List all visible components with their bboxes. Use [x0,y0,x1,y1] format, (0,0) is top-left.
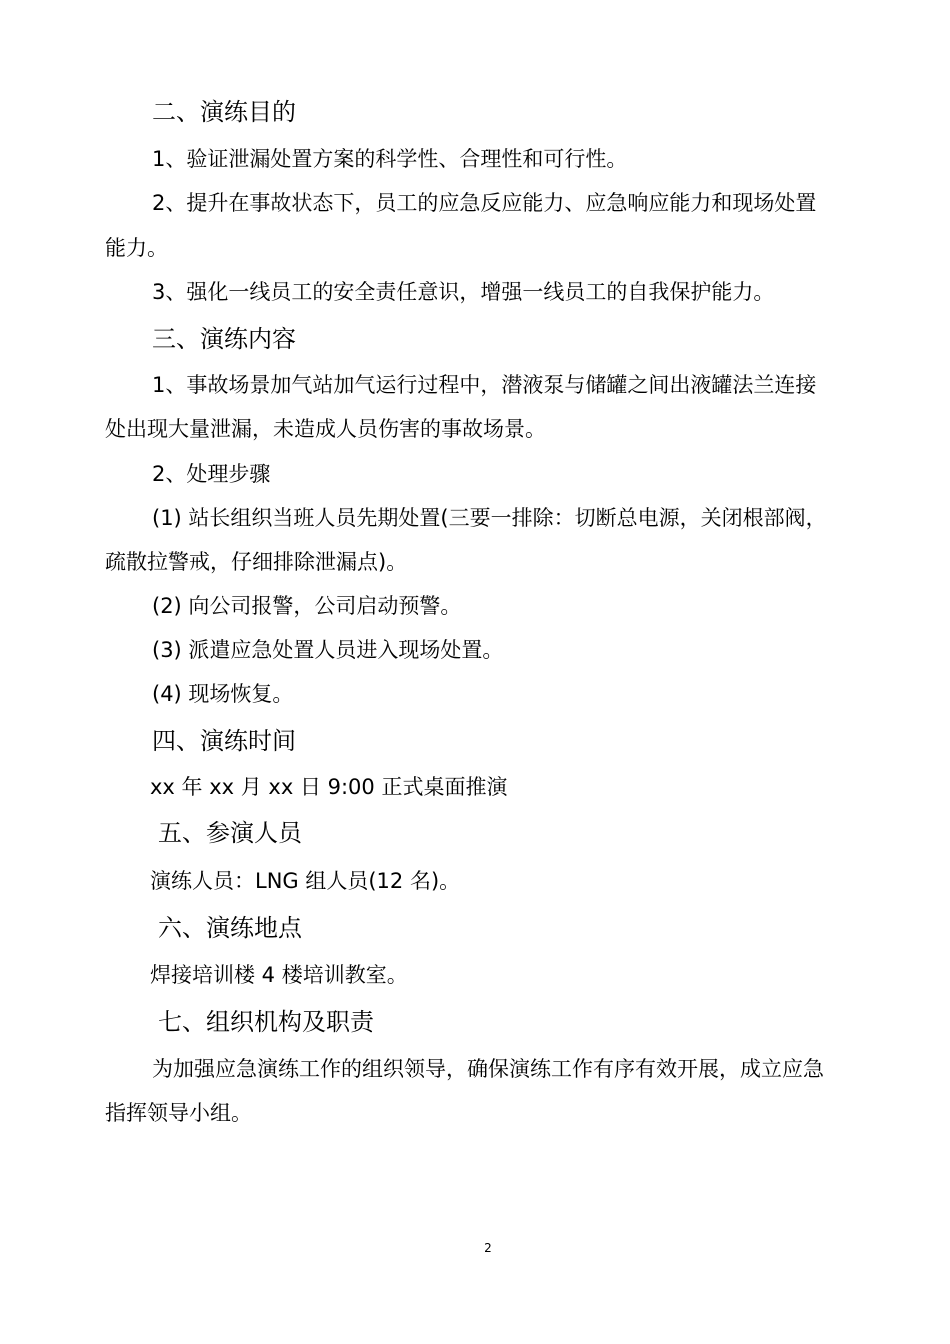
section-heading-content: 三、演练内容 [152,325,296,353]
organization-text-line-1: 为加强应急演练工作的组织领导，确保演练工作有序有效开展，成立应急 [152,1057,824,1081]
purpose-item-3: 3、强化一线员工的安全责任意识，增强一线员工的自我保护能力。 [152,280,775,304]
content-step-1-line-1: (1) 站长组织当班人员先期处置(三要一排除：切断总电源，关闭根部阀， [152,506,827,530]
organization-text-line-2: 指挥领导小组。 [105,1101,252,1125]
content-step-1-line-2: 疏散拉警戒，仔细排除泄漏点)。 [105,550,408,574]
content-step-4: (4) 现场恢复。 [152,682,294,706]
section-heading-organization: 七、组织机构及职责 [158,1008,374,1036]
content-steps-title: 2、处理步骤 [152,462,271,486]
content-scenario-line-1: 1、事故场景加气站加气运行过程中，潜液泵与储罐之间出液罐法兰连接 [152,373,817,397]
section-heading-purpose: 二、演练目的 [152,98,296,126]
content-scenario-line-2: 处出现大量泄漏，未造成人员伤害的事故场景。 [105,417,546,441]
purpose-item-2: 2、提升在事故状态下，员工的应急反应能力、应急响应能力和现场处置 [152,191,817,215]
time-text: xx 年 xx 月 xx 日 9:00 正式桌面推演 [150,775,508,799]
content-step-2: (2) 向公司报警，公司启动预警。 [152,594,462,618]
content-step-3: (3) 派遣应急处置人员进入现场处置。 [152,638,504,662]
purpose-item-2-continued: 能力。 [105,236,168,260]
section-heading-location: 六、演练地点 [158,914,302,942]
location-text: 焊接培训楼 4 楼培训教室。 [150,963,408,987]
section-heading-time: 四、演练时间 [152,727,296,755]
section-heading-participants: 五、参演人员 [158,819,302,847]
participants-text: 演练人员：LNG 组人员(12 名)。 [150,869,461,893]
page-number: 2 [484,1241,492,1255]
purpose-item-1: 1、验证泄漏处置方案的科学性、合理性和可行性。 [152,147,628,171]
